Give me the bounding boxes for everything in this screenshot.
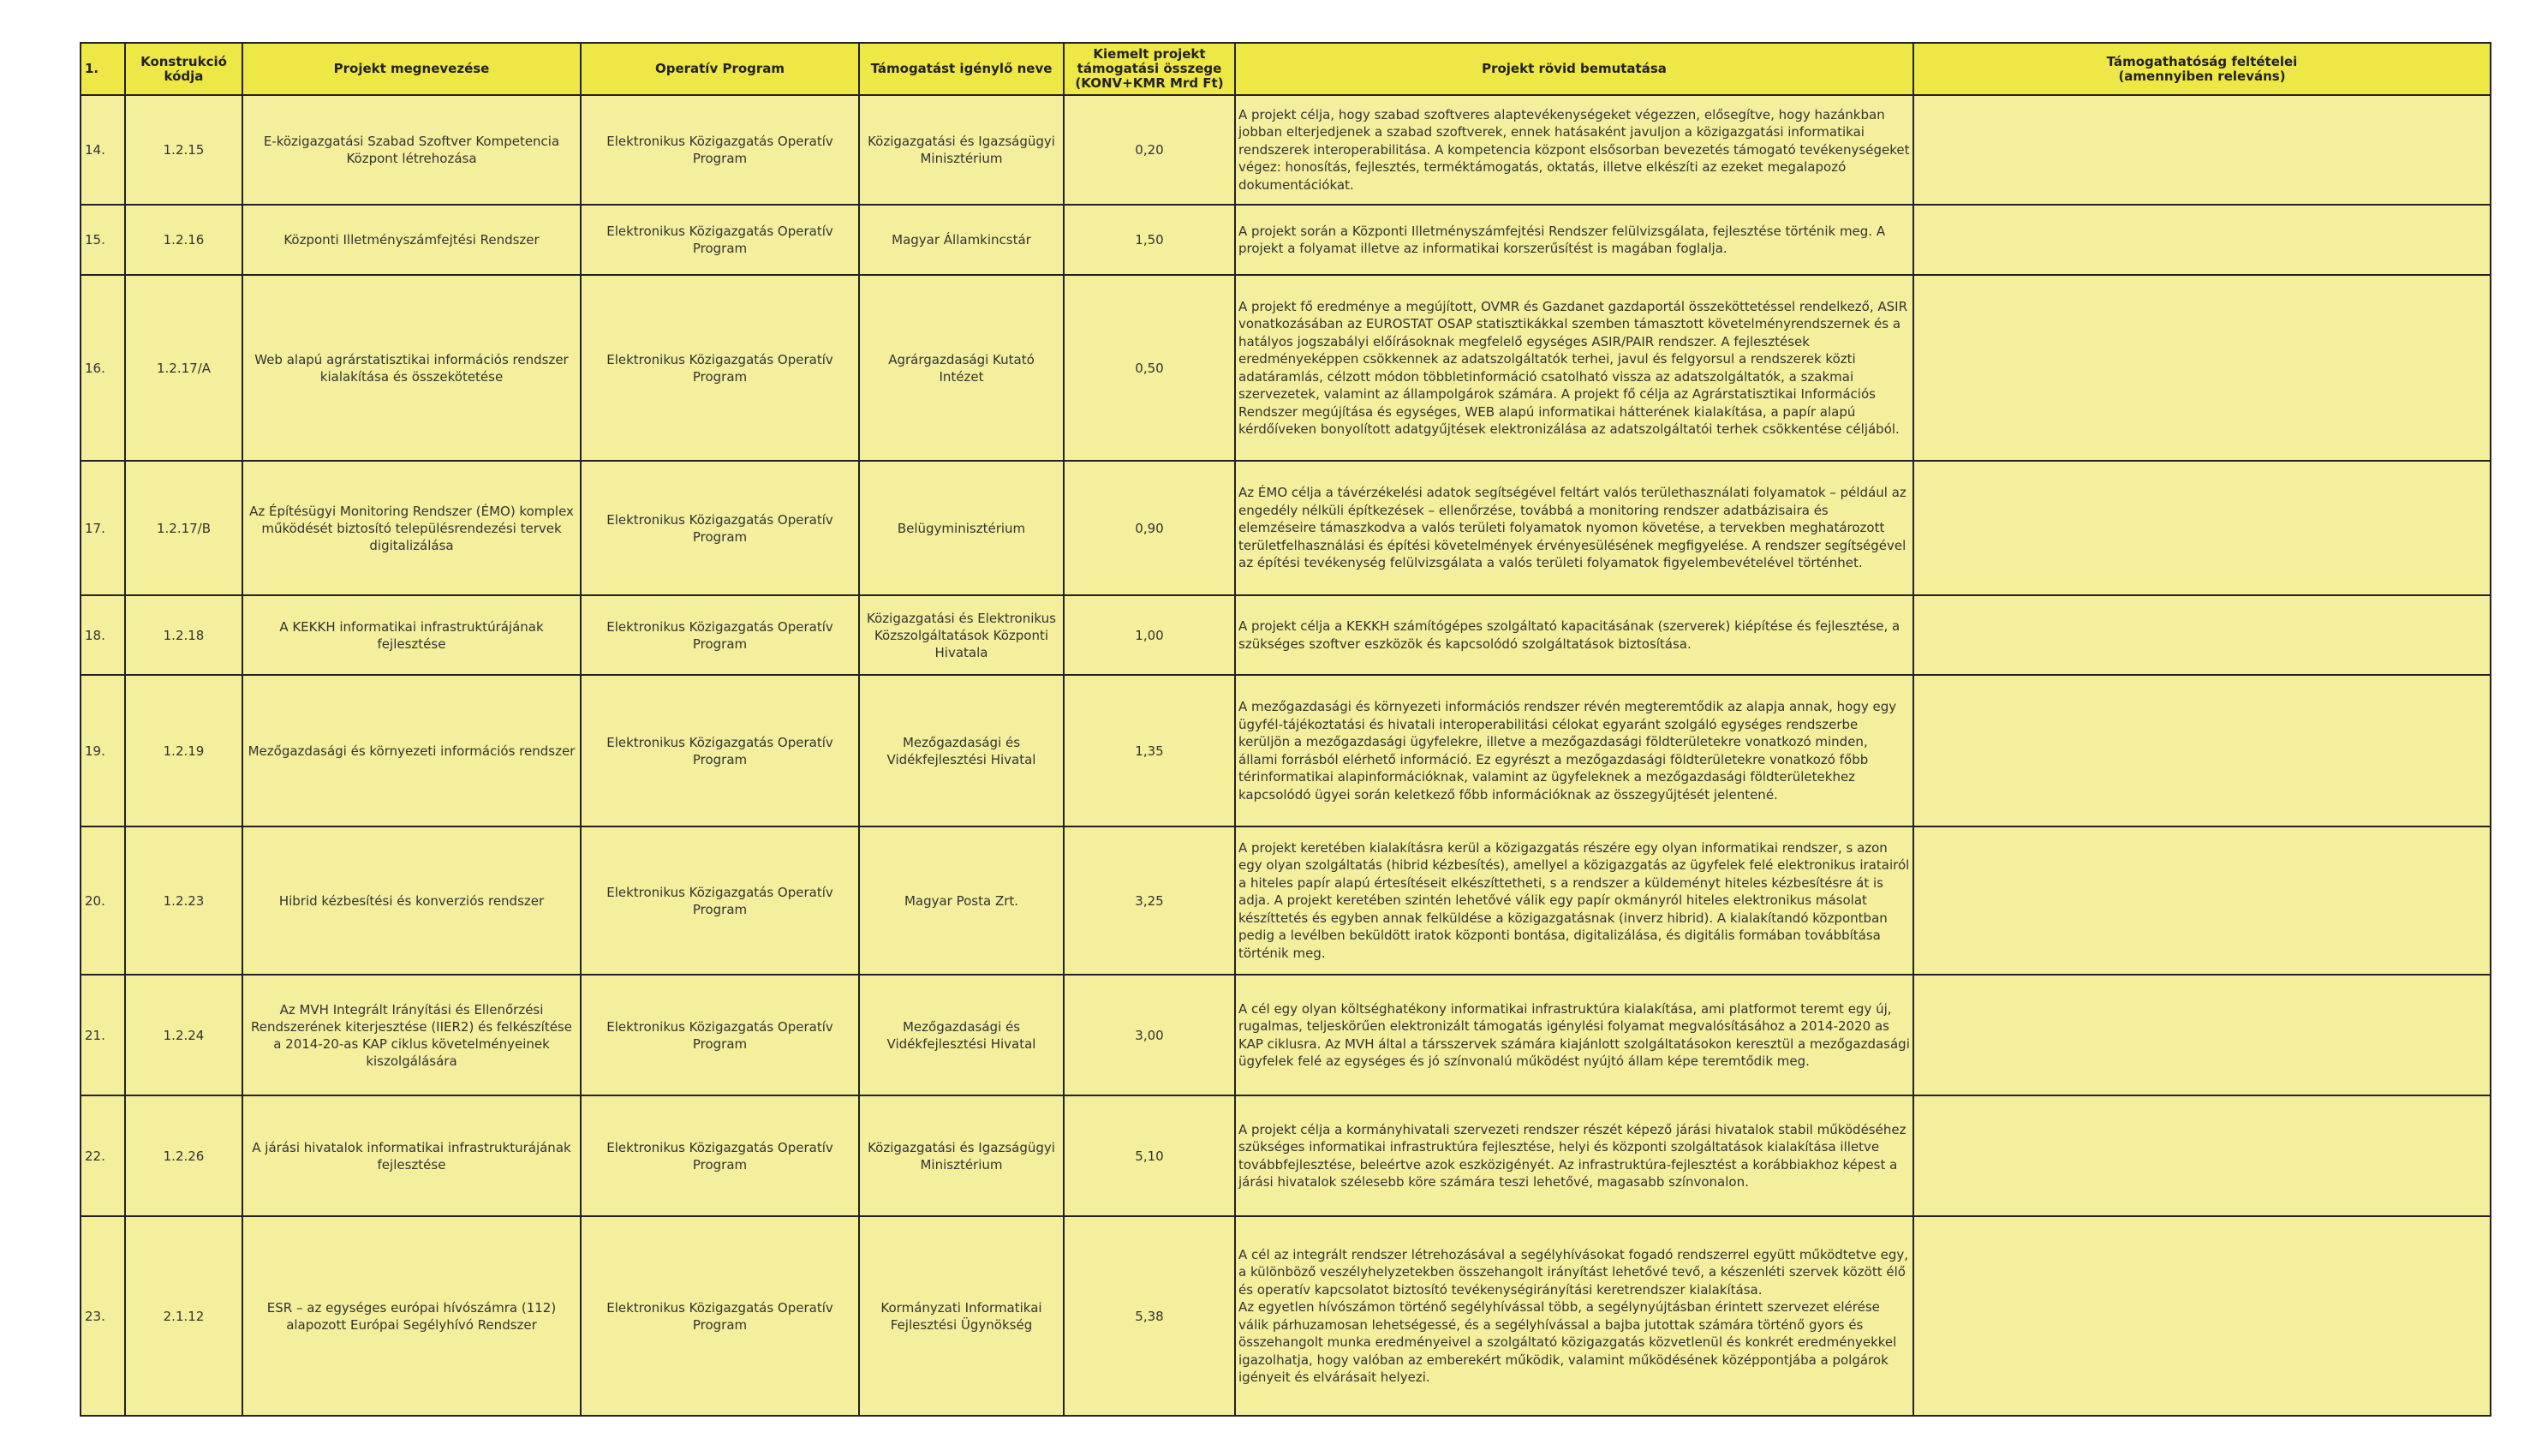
project-description: A projekt célja a KEKKH számítógépes szolgáltató kapacitásának (szerverek) kiépítése és fejlesztése, a szükséges szoftver eszközök és kapcsolódó szolgáltatások biztosítása. [1235, 595, 1913, 675]
eligibility-conditions [1913, 205, 2491, 275]
row-number: 15. [81, 205, 125, 275]
eligibility-conditions [1913, 826, 2491, 975]
eligibility-conditions [1913, 461, 2491, 595]
operative-program: Elektronikus Közigazgatás Operatív Program [581, 461, 859, 595]
header-operative-program: Operatív Program [581, 43, 859, 95]
applicant-name: Magyar Államkincstár [859, 205, 1064, 275]
construction-code: 1.2.18 [125, 595, 242, 675]
support-amount: 0,20 [1064, 95, 1235, 205]
eligibility-conditions [1913, 675, 2491, 826]
project-name: Hibrid kézbesítési és konverziós rendszer [242, 826, 581, 975]
table-row [81, 826, 2491, 975]
project-description: A mezőgazdasági és környezeti információs rendszer révén megteremtődik az alapja annak, hogy egy ügyfél-tájékoztatási és hivatali interoperabilitási célokat egyaránt szolgáló egységes rendszerbe kerüljön a mezőgazdasági ügyfelekre, illetve a mezőgazdasági földterületekre vonatkozó minden, állami forrásból elérhető információ. Ez egyrészt a mezőgazdasági földterületekre vonatkozó főbb térinformatikai alapinformációknak, valamint az ügyfeleknek a mezőgazdasági földterületekhez kapcsolódó ügyei során keletkező főbb információknak az összegyűjtését jelentené. [1235, 675, 1913, 826]
table-row [81, 595, 2491, 675]
support-amount: 1,35 [1064, 675, 1235, 826]
table-row [81, 975, 2491, 1095]
construction-code: 1.2.16 [125, 205, 242, 275]
project-description: A projekt során a Központi Illetményszámfejtési Rendszer felülvizsgálata, fejlesztése történik meg. A projekt a folyamat illetve az informatikai korszerűsítést is magában foglalja. [1235, 205, 1913, 275]
row-number: 17. [81, 461, 125, 595]
support-amount: 1,00 [1064, 595, 1235, 675]
header-support-amount: Kiemelt projekt támogatási összege (KONV+KMR Mrd Ft) [1064, 43, 1235, 95]
table-row [81, 461, 2491, 595]
applicant-name: Mezőgazdasági és Vidékfejlesztési Hivatal [859, 975, 1064, 1095]
operative-program: Elektronikus Közigazgatás Operatív Program [581, 826, 859, 975]
eligibility-conditions [1913, 1095, 2491, 1216]
applicant-name: Agrárgazdasági Kutató Intézet [859, 275, 1064, 461]
row-number: 16. [81, 275, 125, 461]
eligibility-conditions [1913, 95, 2491, 205]
applicant-name: Közigazgatási és Igazságügyi Minisztérium [859, 1095, 1064, 1216]
support-amount: 0,50 [1064, 275, 1235, 461]
construction-code: 1.2.26 [125, 1095, 242, 1216]
construction-code: 1.2.17/B [125, 461, 242, 595]
support-amount: 1,50 [1064, 205, 1235, 275]
header-row [81, 43, 2491, 95]
project-name: ESR – az egységes európai hívószámra (112) alapozott Európai Segélyhívó Rendszer [242, 1216, 581, 1416]
construction-code: 2.1.12 [125, 1216, 242, 1416]
project-name: Web alapú agrárstatisztikai információs rendszer kialakítása és összekötetése [242, 275, 581, 461]
project-name: Mezőgazdasági és környezeti információs rendszer [242, 675, 581, 826]
header-short-description: Projekt rövid bemutatása [1235, 43, 1913, 95]
construction-code: 1.2.15 [125, 95, 242, 205]
row-number: 14. [81, 95, 125, 205]
table-row [81, 205, 2491, 275]
table-row [81, 95, 2491, 205]
operative-program: Elektronikus Közigazgatás Operatív Program [581, 95, 859, 205]
support-amount: 3,00 [1064, 975, 1235, 1095]
header-applicant: Támogatást igénylő neve [859, 43, 1064, 95]
construction-code: 1.2.17/A [125, 275, 242, 461]
applicant-name: Közigazgatási és Igazságügyi Minisztérium [859, 95, 1064, 205]
applicant-name: Mezőgazdasági és Vidékfejlesztési Hivatal [859, 675, 1064, 826]
header-construction-code: Konstrukció kódja [125, 43, 242, 95]
eligibility-conditions [1913, 595, 2491, 675]
support-amount: 3,25 [1064, 826, 1235, 975]
project-name: E-közigazgatási Szabad Szoftver Kompetencia Központ létrehozása [242, 95, 581, 205]
operative-program: Elektronikus Közigazgatás Operatív Program [581, 205, 859, 275]
construction-code: 1.2.24 [125, 975, 242, 1095]
project-name: Az MVH Integrált Irányítási és Ellenőrzési Rendszerének kiterjesztése (IIER2) és felkészítése a 2014-20-as KAP ciklus követelményeinek kiszolgálására [242, 975, 581, 1095]
header-eligibility-conditions: Támogathatóság feltételei (amennyiben releváns) [1913, 43, 2491, 95]
operative-program: Elektronikus Közigazgatás Operatív Program [581, 595, 859, 675]
table-row [81, 675, 2491, 826]
support-amount: 5,38 [1064, 1216, 1235, 1416]
applicant-name: Belügyminisztérium [859, 461, 1064, 595]
project-description: A projekt keretében kialakításra kerül a közigazgatás részére egy olyan informatikai rendszer, s azon egy olyan szolgáltatás (hibrid kézbesítés), amellyel a közigazgatás az ügyfelek felé elektronikus iratairól a hiteles papír alapú értesítéseit elkészíttetheti, s a rendszer a küldeményt hiteles kézbesítésre át is adja. A projekt keretében szintén lehetővé válik egy papír okmányról hiteles elektronikus másolat készíttetés és egyben annak felküldése a közigazgatásnak (inverz hibrid). A kialakítandó központban pedig a levélben beküldött iratok központi bontása, digitalizálása, és digitális formában továbbítása történik meg. [1235, 826, 1913, 975]
row-number: 21. [81, 975, 125, 1095]
support-amount: 0,90 [1064, 461, 1235, 595]
support-amount: 5,10 [1064, 1095, 1235, 1216]
operative-program: Elektronikus Közigazgatás Operatív Program [581, 975, 859, 1095]
row-number: 19. [81, 675, 125, 826]
operative-program: Elektronikus Közigazgatás Operatív Program [581, 275, 859, 461]
table-row [81, 275, 2491, 461]
row-number: 23. [81, 1216, 125, 1416]
header-number: 1. [81, 43, 125, 95]
project-description: A projekt célja a kormányhivatali szervezeti rendszer részét képező járási hivatalok stabil működéséhez szükséges informatikai infrastruktúra fejlesztése, helyi és központi szolgáltatások kialakítása illetve továbbfejlesztése, beleértve azok eszközigényét. Az infrastruktúra-fejlesztést a korábbiakhoz képest a járási hivatalok szélesebb köre számára teszi lehetővé, magasabb színvonalon. [1235, 1095, 1913, 1216]
project-name: Központi Illetményszámfejtési Rendszer [242, 205, 581, 275]
applicant-name: Közigazgatási és Elektronikus Közszolgáltatások Központi Hivatala [859, 595, 1064, 675]
row-number: 20. [81, 826, 125, 975]
table-row [81, 1216, 2491, 1416]
eligibility-conditions [1913, 975, 2491, 1095]
construction-code: 1.2.23 [125, 826, 242, 975]
project-description: A cél egy olyan költséghatékony informatikai infrastruktúra kialakítása, ami platformot teremt egy új, rugalmas, teljeskörűen elektronizált támogatás igénylési folyamat megvalósításához a 2014-2020 as KAP ciklusra. Az MVH által a társszervek számára kiajánlott szolgáltatásokon keresztül a mezőgazdasági ügyfelek felé az egységes és jó színvonalú működést nyújtó állam képe teremtődik meg. [1235, 975, 1913, 1095]
project-name: A KEKKH informatikai infrastruktúrájának fejlesztése [242, 595, 581, 675]
row-number: 18. [81, 595, 125, 675]
applicant-name: Magyar Posta Zrt. [859, 826, 1064, 975]
project-description: Az ÉMO célja a távérzékelési adatok segítségével feltárt valós területhasználati folyamatok – például az engedély nélküli építkezések – ellenőrzése, továbbá a monitoring rendszer adatbázisaira és elemzéseire támaszkodva a valós területi folyamatok nyomon követése, a tervekben meghatározott területfelhasználási és építési követelmények érvényesülésének megfigyelése. A rendszer segítségével az építési tevékenység felülvizsgálata a valós területi folyamatok figyelembevételével történhet. [1235, 461, 1913, 595]
project-description: A projekt célja, hogy szabad szoftveres alaptevékenységeket végezzen, elősegítve, hogy hazánkban jobban elterjedjenek a szabad szoftverek, ennek hatásaként javuljon a közigazgatási informatikai rendszerek interoperabilitása. A kompetencia központ elsősorban bevezetés támogató tevékenységeket végez: honosítás, fejlesztés, terméktámogatás, oktatás, illetve elkészíti az ezeket megalapozó dokumentációkat. [1235, 95, 1913, 205]
header-project-name: Projekt megnevezése [242, 43, 581, 95]
eligibility-conditions [1913, 1216, 2491, 1416]
project-description: A cél az integrált rendszer létrehozásával a segélyhívásokat fogadó rendszerrel együtt működtetve egy, a különböző veszélyhelyzetekben összehangolt irányítást lehetővé tevő, a készenléti szervek között élő és operatív kapcsolatot biztosító tevékenységirányítási keretrendszer kialakítása. Az egyetlen hívószámon történő segélyhívással több, a segélynyújtásban érintett szervezet elérése válik párhuzamosan lehetségessé, és a segélyhívással a bajba jutottak számára történő gyors és összehangolt munka eredményeivel a szolgáltató közigazgatás közvetlenül és konkrét eredményekkel igazolhatja, hogy valóban az emberekért működik, valamint működésének középpontjába a polgárok igényeit és elvárásait helyezi. [1235, 1216, 1913, 1416]
project-name: A járási hivatalok informatikai infrastrukturájának fejlesztése [242, 1095, 581, 1216]
project-name: Az Építésügyi Monitoring Rendszer (ÉMO) komplex működését biztosító településrendezési tervek digitalizálása [242, 461, 581, 595]
project-description: A projekt fő eredménye a megújított, OVMR és Gazdanet gazdaportál összeköttetéssel rendelkező, ASIR vonatkozásában az EUROSTAT OSAP statisztikákkal szemben támasztott követelményrendszernek és a hatályos jogszabályi előírásoknak megfelelő egységes ASIR/PAIR rendszer. A fejlesztések eredményeképpen csökkennek az adatszolgáltatók terhei, javul és felgyorsul a rendszerek közti adatáramlás, célzott módon többletinformáció csatolható vissza az adatszolgáltatók, a szakmai szervezetek, valamint az állampolgárok számára. A projekt fő célja az Agrárstatisztikai Információs Rendszer megújítása és egységes, WEB alapú informatikai hátterének kialakítása, a papír alapú kérdőíveken bonyolított adatgyűjtések elektronizálása az adatszolgáltatói terhek csökkentése céljából. [1235, 275, 1913, 461]
operative-program: Elektronikus Közigazgatás Operatív Program [581, 1095, 859, 1216]
operative-program: Elektronikus Közigazgatás Operatív Program [581, 1216, 859, 1416]
construction-code: 1.2.19 [125, 675, 242, 826]
projects-table [80, 42, 2491, 1417]
operative-program: Elektronikus Közigazgatás Operatív Program [581, 675, 859, 826]
applicant-name: Kormányzati Informatikai Fejlesztési Ügynökség [859, 1216, 1064, 1416]
eligibility-conditions [1913, 275, 2491, 461]
row-number: 22. [81, 1095, 125, 1216]
table-row [81, 1095, 2491, 1216]
